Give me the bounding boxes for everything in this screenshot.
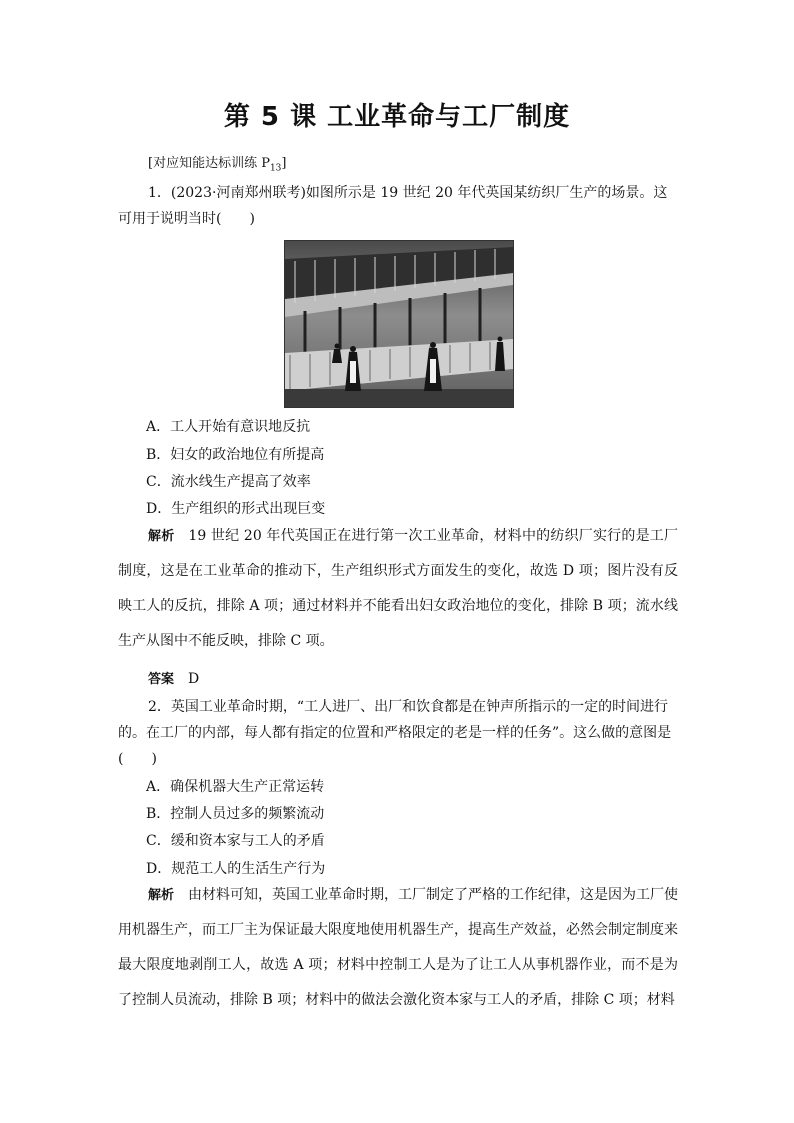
q1-answer-value: D bbox=[188, 671, 200, 687]
q1-option-c: C．流水线生产提高了效率 bbox=[146, 474, 311, 490]
q1-answer-label: 答案 bbox=[148, 672, 175, 687]
reference-text: [对应知能达标训练 P bbox=[148, 156, 270, 171]
q1-analysis-text: 19 世纪 20 年代英国正在进行第一次工业革命，材料中的纺织厂实行的是工厂制度，这是在工业革命的推动下，生产组织形式方面发生的变化，故选 D 项；图片没有反映工人的反抗，排除 A 项；通过材料并不能看出妇女政治地位的变化，排除 B 项；流水线生产从图中不能反映，排除 C 项。 bbox=[118, 528, 678, 649]
reference-close: ] bbox=[281, 156, 287, 171]
q1-analysis-label: 解析 bbox=[148, 529, 175, 544]
q1-option-a: A．工人开始有意识地反抗 bbox=[146, 419, 311, 435]
reference-page-number: 13 bbox=[269, 163, 282, 174]
q2-option-b: B．控制人员过多的频繁流动 bbox=[146, 806, 325, 822]
exercise-reference bbox=[148, 152, 286, 174]
q2-analysis-label: 解析 bbox=[148, 888, 175, 903]
lesson-title: 第 5 课 工业革命与工厂制度 bbox=[223, 102, 571, 132]
q2-analysis bbox=[118, 878, 678, 1018]
q1-option-b: B．妇女的政治地位有所提高 bbox=[146, 447, 325, 463]
q1-analysis bbox=[118, 519, 678, 659]
question-1-stem: 1．(2023·河南郑州联考)如图所示是 19 世纪 20 年代英国某纺织厂生产的场景。这可用于说明当时( ) bbox=[118, 185, 668, 227]
textile-factory-photo bbox=[284, 240, 514, 408]
q2-analysis-text: 由材料可知，英国工业革命时期，工厂制定了严格的工作纪律，这是因为工厂使用机器生产，而工厂主为保证最大限度地使用机器生产，提高生产效益，必然会制定制度来最大限度地剥削工人，故选 A 项；材料中控制工人是为了让工人从事机器作业，而不是为了控制人员流动，排除 B 项；材料中的做法会激化资本家与工人的矛盾，排除 C 项；材料 bbox=[118, 887, 679, 1008]
q2-option-c: C．缓和资本家与工人的矛盾 bbox=[146, 833, 325, 849]
question-2-stem: 2．英国工业革命时期，“工人进厂、出厂和饮食都是在钟声所指示的一定的时间进行的。在工厂的内部，每人都有指定的位置和严格限定的老是一样的任务”。这么做的意图是( ) bbox=[118, 699, 672, 767]
factory-illustration bbox=[285, 241, 513, 407]
q2-option-d: D．规范工人的生活生产行为 bbox=[146, 861, 326, 877]
q1-answer bbox=[148, 668, 199, 687]
q1-option-d: D．生产组织的形式出现巨变 bbox=[146, 501, 326, 517]
q2-option-a: A．确保机器大生产正常运转 bbox=[146, 779, 325, 795]
